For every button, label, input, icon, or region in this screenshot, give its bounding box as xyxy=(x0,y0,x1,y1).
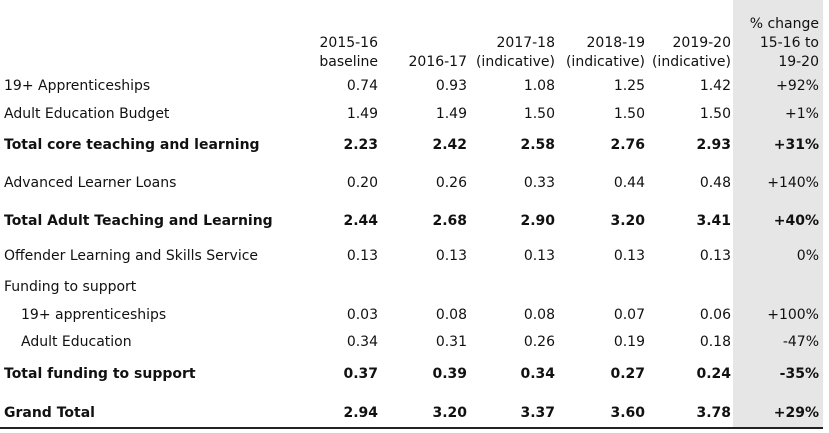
header-2019-20: 2019-20 (indicative) xyxy=(651,35,731,70)
value-2019-20: 3.41 xyxy=(696,212,731,229)
value-change: +92% xyxy=(776,78,819,94)
header-change: % change 15-16 to 19-20 xyxy=(749,16,819,70)
value-2018-19: 0.07 xyxy=(613,306,645,323)
value-2017-18: 1.08 xyxy=(523,78,555,94)
value-2017-18: 3.37 xyxy=(520,404,555,421)
total-row xyxy=(0,356,823,393)
row-label: Total core teaching and learning xyxy=(4,136,260,153)
value-2016-17: 2.42 xyxy=(432,136,467,153)
table-row xyxy=(0,238,823,274)
value-2016-17: 1.49 xyxy=(435,106,467,122)
header-label-cell xyxy=(0,0,300,72)
value-2015-16: 0.37 xyxy=(343,366,378,382)
row-label: Total Adult Teaching and Learning xyxy=(4,212,273,229)
value-2015-16: 0.34 xyxy=(346,334,378,350)
section-row xyxy=(0,274,823,301)
value-2018-19: 0.44 xyxy=(613,174,645,191)
value-change: -35% xyxy=(779,366,819,382)
row-label: Total funding to support xyxy=(4,366,196,382)
value-2016-17: 0.93 xyxy=(435,78,467,94)
header-2017-18: 2017-18 (indicative) xyxy=(475,35,555,70)
value-2016-17: 0.26 xyxy=(435,174,467,191)
value-2018-19: 3.60 xyxy=(610,404,645,421)
header-2015-16: 2015-16 baseline xyxy=(319,35,378,70)
value-change: +29% xyxy=(773,404,819,421)
row-label: Funding to support xyxy=(4,279,137,295)
table-row xyxy=(0,72,823,101)
value-2018-19: 0.13 xyxy=(613,247,645,264)
value-2019-20: 1.50 xyxy=(699,106,731,122)
total-row xyxy=(0,204,823,238)
row-label: 19+ apprenticeships xyxy=(21,306,167,323)
value-2015-16: 0.13 xyxy=(346,247,378,264)
value-2016-17: 0.39 xyxy=(432,366,467,382)
table-bottom-rule xyxy=(0,427,823,429)
value-2015-16: 0.74 xyxy=(346,78,378,94)
total-row xyxy=(0,128,823,162)
value-change: -47% xyxy=(782,334,819,350)
value-2018-19: 1.50 xyxy=(613,106,645,122)
value-2018-19: 1.25 xyxy=(613,78,645,94)
value-2016-17: 0.13 xyxy=(435,247,467,264)
value-change: 0% xyxy=(796,247,819,264)
value-change: +140% xyxy=(767,174,819,191)
row-label: Adult Education Budget xyxy=(4,106,170,122)
value-change: +1% xyxy=(785,106,819,122)
row-label: Grand Total xyxy=(4,404,95,421)
header-2016-17: 2016-17 xyxy=(408,54,467,70)
value-2017-18: 2.58 xyxy=(520,136,555,153)
value-2019-20: 0.48 xyxy=(699,174,731,191)
header-row xyxy=(0,0,823,72)
table-row xyxy=(0,162,823,204)
value-2015-16: 0.03 xyxy=(346,306,378,323)
row-label: Advanced Learner Loans xyxy=(4,174,177,191)
value-2019-20: 0.06 xyxy=(699,306,731,323)
value-2017-18: 0.08 xyxy=(523,306,555,323)
value-2017-18: 0.26 xyxy=(523,334,555,350)
value-change: +40% xyxy=(773,212,819,229)
value-2018-19: 0.27 xyxy=(610,366,645,382)
value-2019-20: 1.42 xyxy=(699,78,731,94)
value-2018-19: 3.20 xyxy=(610,212,645,229)
table-row xyxy=(0,301,823,329)
value-2018-19: 0.19 xyxy=(613,334,645,350)
value-2016-17: 2.68 xyxy=(432,212,467,229)
value-2017-18: 0.34 xyxy=(520,366,555,382)
row-label: 19+ Apprenticeships xyxy=(4,78,151,94)
table-row xyxy=(0,329,823,356)
value-2019-20: 0.24 xyxy=(696,366,731,382)
value-2015-16: 2.94 xyxy=(343,404,378,421)
value-change: +31% xyxy=(773,136,819,153)
value-2015-16: 0.20 xyxy=(346,174,378,191)
value-2019-20: 0.18 xyxy=(699,334,731,350)
value-change: +100% xyxy=(767,306,819,323)
value-2015-16: 1.49 xyxy=(346,106,378,122)
value-2016-17: 0.31 xyxy=(435,334,467,350)
header-2018-19: 2018-19 (indicative) xyxy=(565,35,645,70)
value-2017-18: 0.33 xyxy=(523,174,555,191)
value-2015-16: 2.44 xyxy=(343,212,378,229)
table-row xyxy=(0,101,823,128)
row-label: Adult Education xyxy=(21,334,132,350)
value-2016-17: 0.08 xyxy=(435,306,467,323)
value-2019-20: 0.13 xyxy=(699,247,731,264)
value-2019-20: 3.78 xyxy=(696,404,731,421)
value-2017-18: 0.13 xyxy=(523,247,555,264)
value-2017-18: 2.90 xyxy=(520,212,555,229)
value-2017-18: 1.50 xyxy=(523,106,555,122)
row-label: Offender Learning and Skills Service xyxy=(4,247,259,264)
value-2015-16: 2.23 xyxy=(343,136,378,153)
value-2018-19: 2.76 xyxy=(610,136,645,153)
value-2019-20: 2.93 xyxy=(696,136,731,153)
value-2016-17: 3.20 xyxy=(432,404,467,421)
